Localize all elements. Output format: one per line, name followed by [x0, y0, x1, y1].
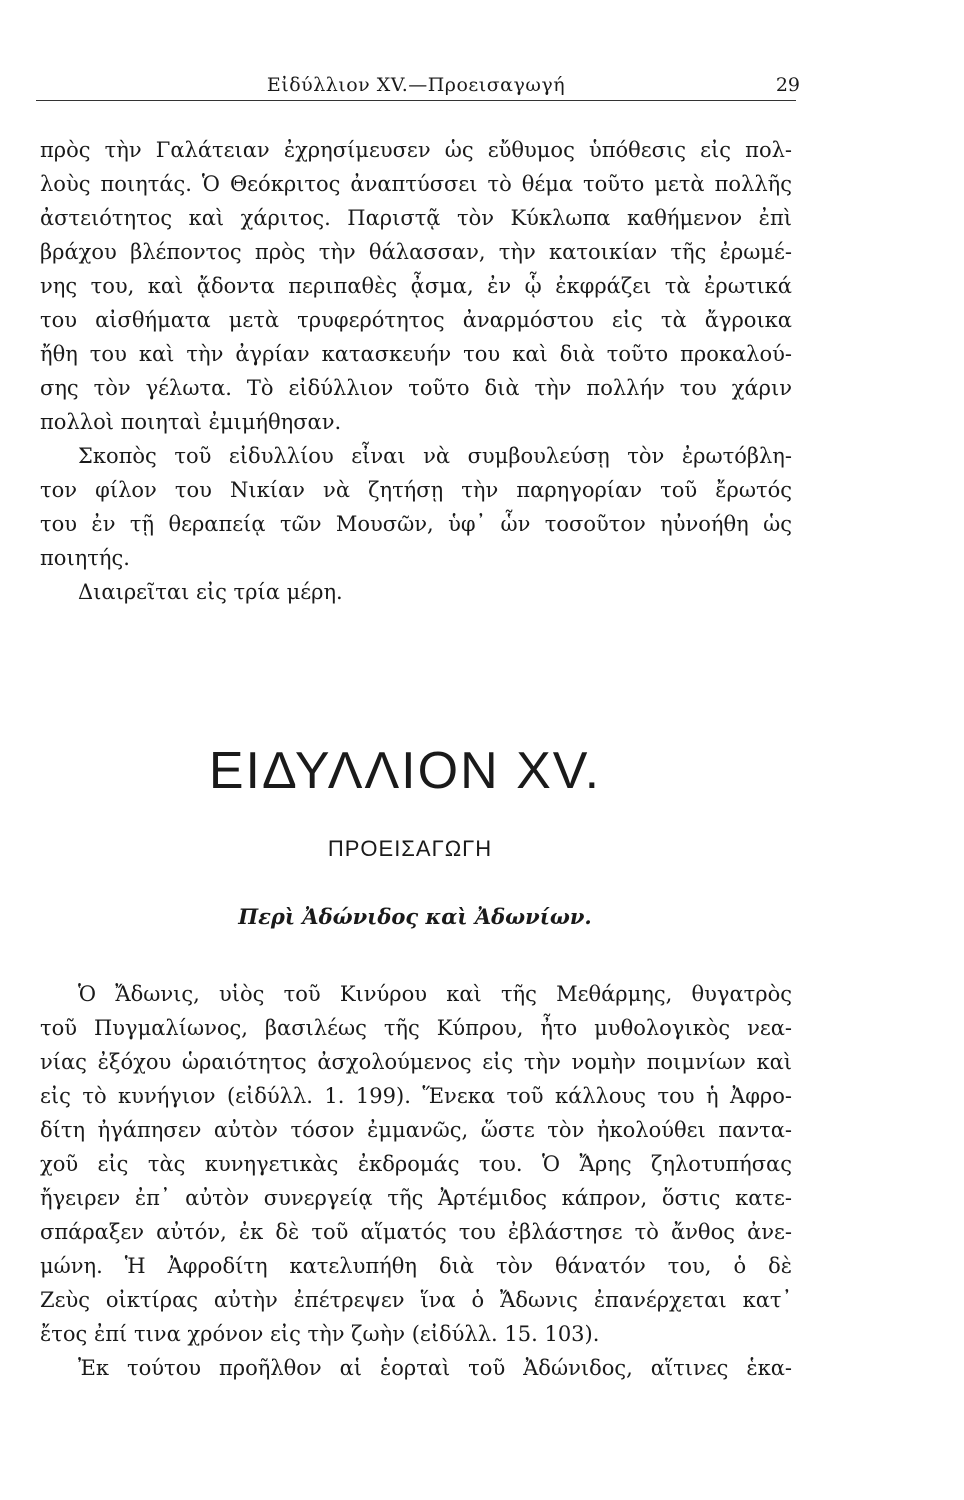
text-line: ἤθη του καὶ τὴν ἀγρίαν κατασκευήν του καὶ διὰ τοῦτο προκαλού- [40, 342, 792, 366]
text-line: εἰς τὸ κυνήγιον (εἰδύλλ. 1. 199). Ἕνεκα τοῦ κάλλους του ἡ Ἀφρο- [40, 1084, 792, 1108]
idyll-subtitle: ΠΡΟΕΙΣΑΓΩΓΗ [327, 836, 493, 861]
text-line: σπάραξεν αὐτόν, ἐκ δὲ τοῦ αἵματός του ἐβλάστησε τὸ ἄνθος ἀνε- [40, 1220, 792, 1244]
header-title: Εἰδύλλιον XV.—Προεισαγωγή [266, 74, 566, 96]
text-line: Διαιρεῖται εἰς τρία μέρη. [78, 580, 343, 604]
text-line: Σκοπὸς τοῦ εἰδυλλίου εἶναι νὰ συμβουλεύσῃ τὸν ἐρωτόβλη- [78, 444, 792, 468]
text-line: ποιητής. [40, 546, 130, 570]
text-line: τοῦ Πυγμαλίωνος, βασιλέως τῆς Κύπρου, ἦτο μυθολογικὸς νεα- [40, 1016, 792, 1040]
text-line: του αἰσθήματα μετὰ τρυφερότητος ἀναρμόστου εἰς τὰ ἄγροικα [40, 308, 792, 332]
text-line: πρὸς τὴν Γαλάτειαν ἐχρησίμευσεν ὡς εὔθυμος ὑπόθεσις εἰς πολ- [40, 138, 792, 162]
text-line: χοῦ εἰς τὰς κυνηγετικὰς ἐκδρομάς του. Ὁ Ἄρης ζηλοτυπήσας [40, 1152, 792, 1176]
text-line: πολλοὶ ποιηταὶ ἐμιμήθησαν. [40, 410, 342, 434]
running-header [36, 74, 800, 101]
text-line: λοὺς ποιητάς. Ὁ Θεόκριτος ἀναπτύσσει τὸ θέμα τοῦτο μετὰ πολλῆς [40, 172, 792, 196]
text-line: νίας ἐξόχου ὡραιότητος ἀσχολούμενος εἰς τὴν νομὴν ποιμνίων καὶ [40, 1050, 792, 1074]
text-line: δίτη ἠγάπησεν αὐτὸν τόσον ἐμμανῶς, ὥστε τὸν ἠκολούθει παντα- [40, 1118, 792, 1142]
text-line: μώνη. Ἡ Ἀφροδίτη κατελυπήθη διὰ τὸν θάνατόν του, ὁ δὲ [40, 1254, 792, 1278]
text-line: Ἐκ τούτου προῆλθον αἱ ἑορταὶ τοῦ Ἀδώνιδος, αἵτινες ἑκα- [78, 1356, 792, 1380]
text-line: Ζεὺς οἰκτίρας αὐτὴν ἐπέτρεψεν ἵνα ὁ Ἄδωνις ἐπανέρχεται κατ᾽ [40, 1288, 792, 1312]
section-heading: Περὶ Ἀδώνιδος καὶ Ἀδωνίων. [238, 904, 592, 929]
text-line: νης του, καὶ ᾄδοντα περιπαθὲς ᾆσμα, ἐν ᾧ ἐκφράζει τὰ ἐρωτικά [40, 274, 792, 298]
text-line: ἤγειρεν ἐπ᾽ αὐτὸν συνεργείᾳ τῆς Ἀρτέμιδος κάπρον, ὅστις κατε- [40, 1186, 792, 1210]
idyll-title: ΕΙΔΥΛΛΙΟΝ XV. [208, 742, 602, 800]
text-line: σης τὸν γέλωτα. Τὸ εἰδύλλιον τοῦτο διὰ τὴν πολλήν του χάριν [40, 376, 792, 400]
text-line: του ἐν τῇ θεραπείᾳ τῶν Μουσῶν, ὑφ᾽ ὧν τοσοῦτον ηὐνοήθη ὡς [40, 512, 792, 536]
page-number: 29 [775, 74, 800, 96]
text-line: βράχου βλέποντος πρὸς τὴν θάλασσαν, τὴν κατοικίαν τῆς ἐρωμέ- [40, 240, 792, 264]
text-line: ἔτος ἐπί τινα χρόνον εἰς τὴν ζωὴν (εἰδύλλ. 15. 103). [40, 1322, 600, 1346]
text-line: Ὁ Ἄδωνις, υἱὸς τοῦ Κινύρου καὶ τῆς Μεθάρμης, θυγατρὸς [78, 982, 792, 1006]
text-line: ἀστειότητος καὶ χάριτος. Παριστᾷ τὸν Κύκλωπα καθήμενον ἐπὶ [40, 206, 792, 230]
text-line: τον φίλον του Νικίαν νὰ ζητήσῃ τὴν παρηγορίαν τοῦ ἔρωτός [40, 478, 792, 502]
